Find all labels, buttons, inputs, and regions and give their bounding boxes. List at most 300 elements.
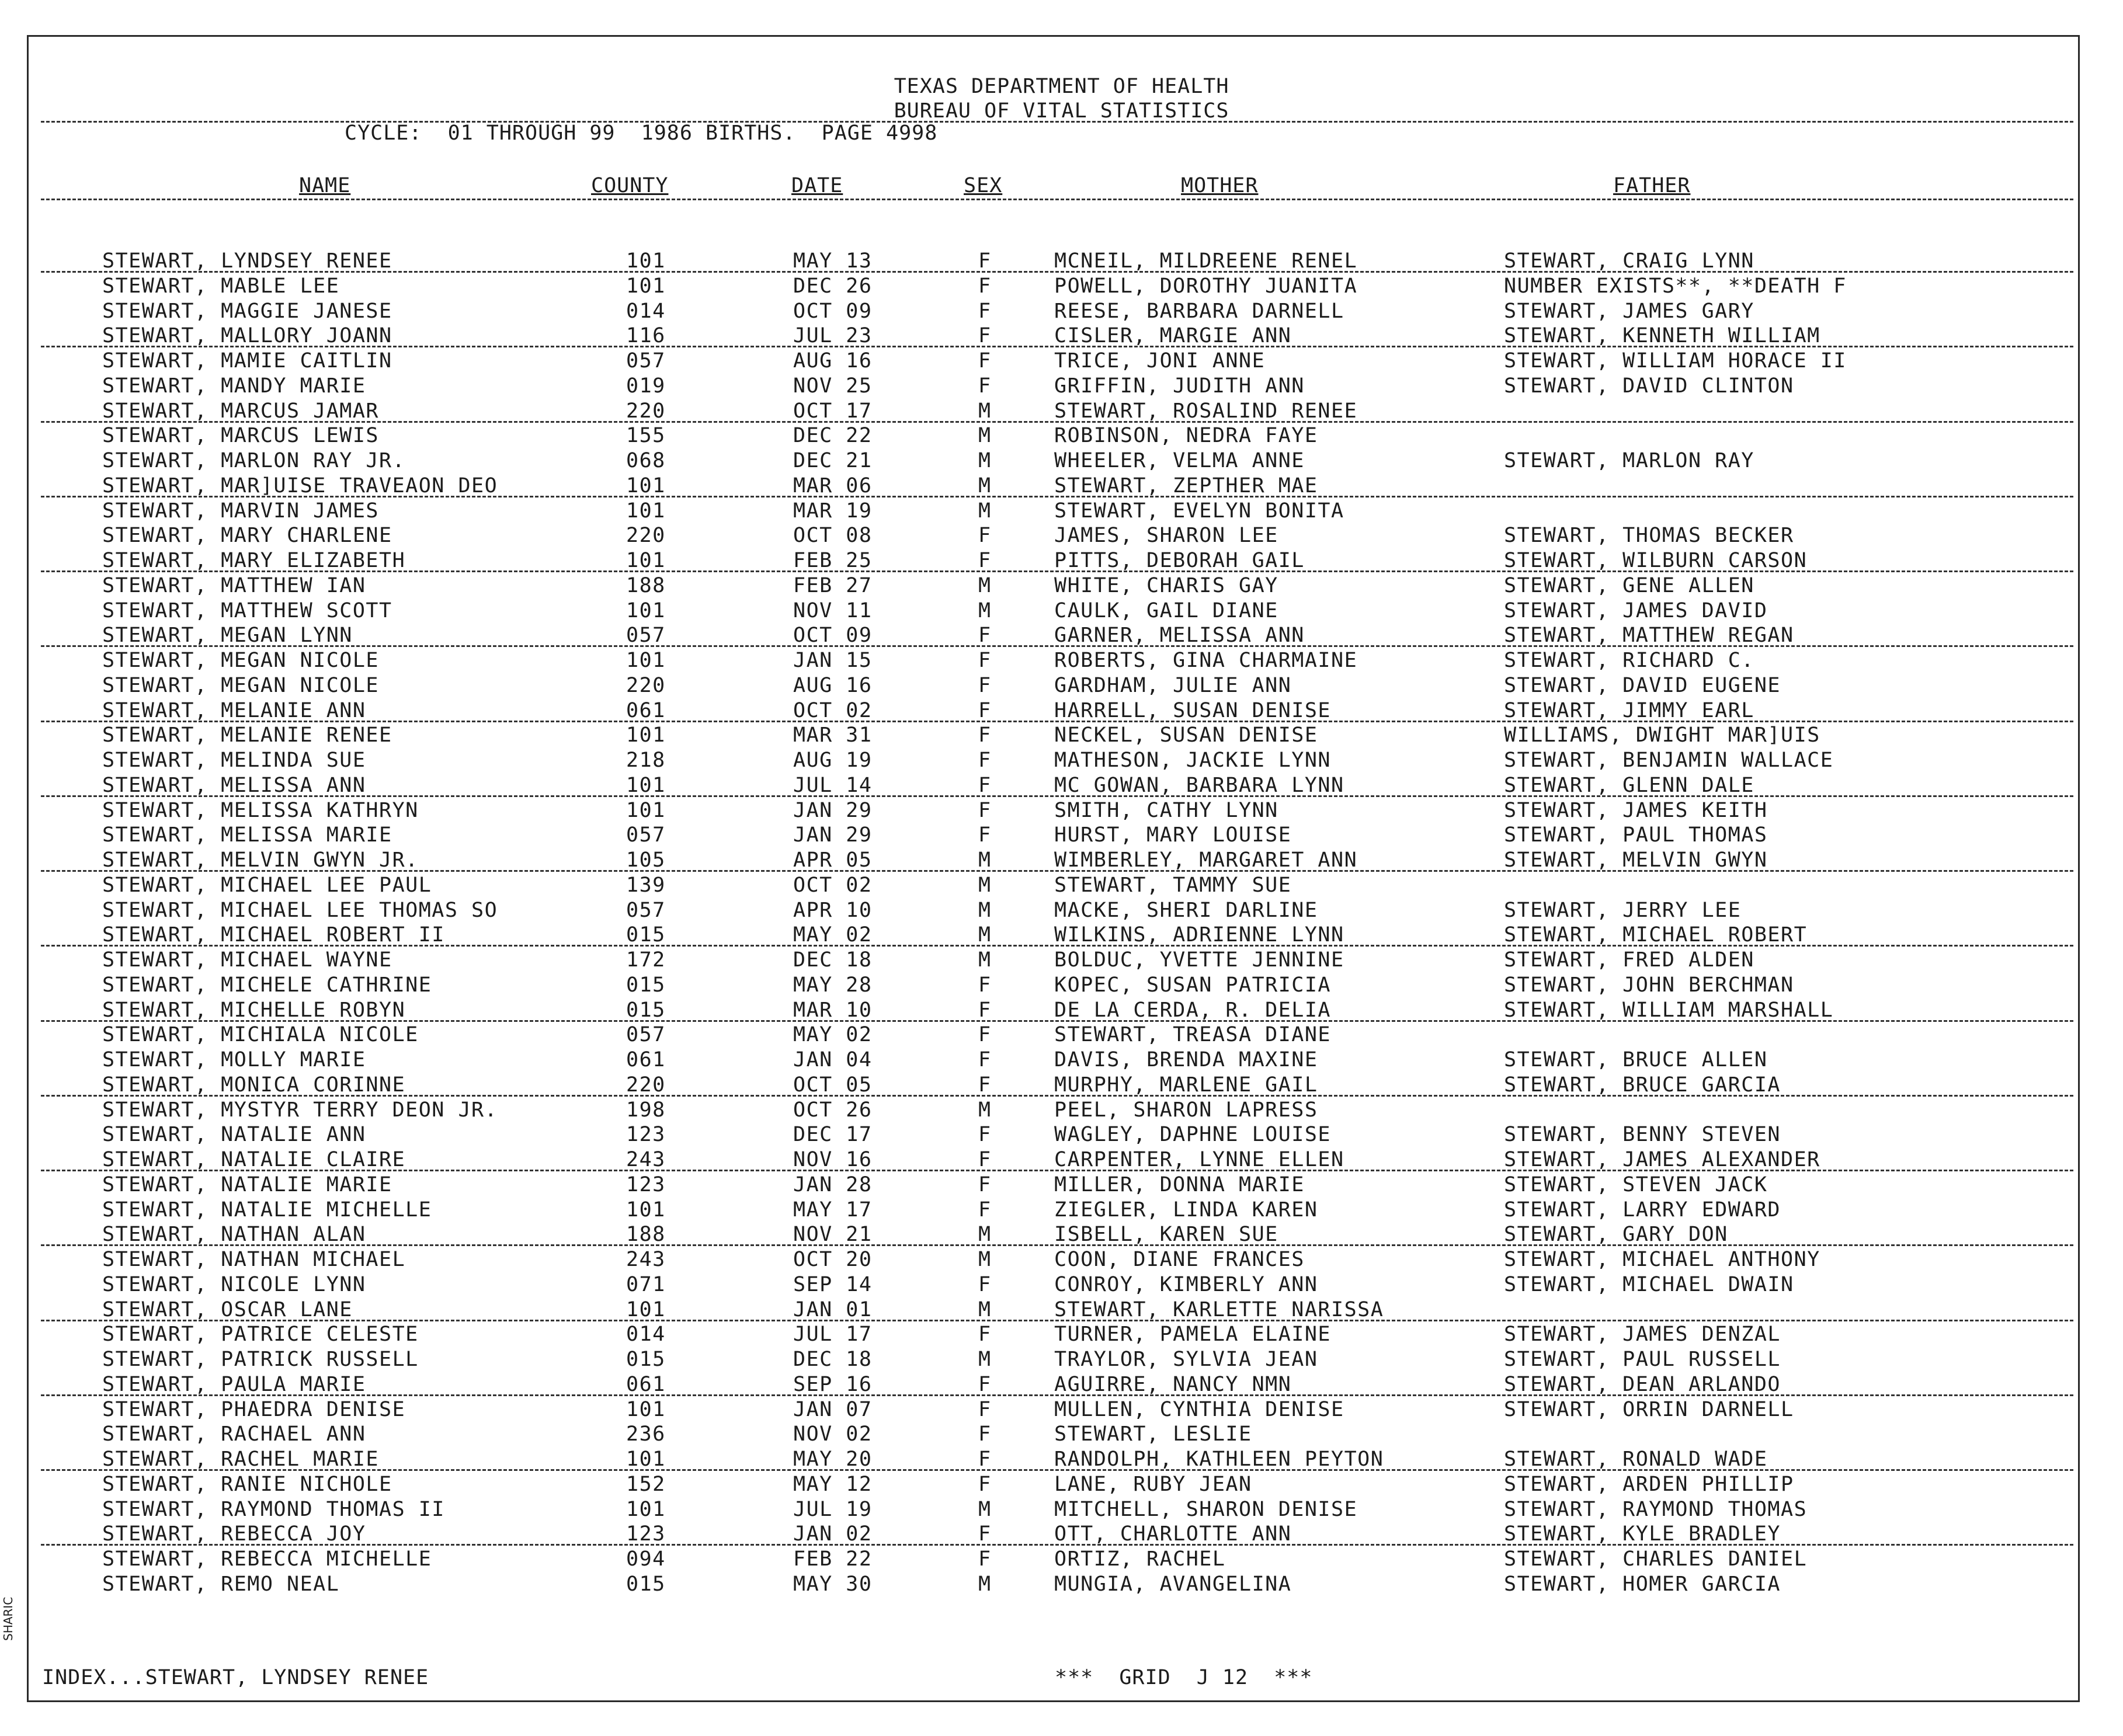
cell-county: 155 xyxy=(626,424,666,448)
cell-sex: F xyxy=(978,1123,992,1147)
cell-sex: F xyxy=(978,1422,992,1446)
cell-date: JUL 14 xyxy=(793,773,873,797)
cell-sex: F xyxy=(978,349,992,373)
cell-date: OCT 02 xyxy=(793,873,873,897)
cell-county: 101 xyxy=(626,1198,666,1222)
cell-county: 101 xyxy=(626,1497,666,1521)
cell-name: STEWART, MABLE LEE xyxy=(102,274,340,298)
cell-sex: F xyxy=(978,1148,992,1171)
cell-mother: MACKE, SHERI DARLINE xyxy=(1054,898,1318,922)
cell-name: STEWART, MYSTYR TERRY DEON JR. xyxy=(102,1098,498,1122)
cell-father: STEWART, PAUL THOMAS xyxy=(1504,823,1768,847)
cell-name: STEWART, MICHAEL LEE THOMAS SO xyxy=(102,898,498,922)
cell-sex: M xyxy=(978,1297,992,1321)
cell-date: NOV 02 xyxy=(793,1422,873,1446)
cell-name: STEWART, MELINDA SUE xyxy=(102,749,366,772)
table-row xyxy=(0,699,2123,723)
table-row xyxy=(0,1373,2123,1397)
cell-date: MAR 10 xyxy=(793,998,873,1022)
cell-mother: WHITE, CHARIS GAY xyxy=(1054,573,1278,597)
cell-father: STEWART, ORRIN DARNELL xyxy=(1504,1397,1794,1421)
cell-father: STEWART, KYLE BRADLEY xyxy=(1504,1522,1781,1546)
cell-date: OCT 02 xyxy=(793,698,873,722)
cell-name: STEWART, MICHELE CATHRINE xyxy=(102,973,432,997)
cell-sex: F xyxy=(978,1472,992,1496)
cell-mother: DE LA CERDA, R. DELIA xyxy=(1054,998,1332,1022)
cell-name: STEWART, REMO NEAL xyxy=(102,1572,340,1596)
cell-father: STEWART, LARRY EDWARD xyxy=(1504,1198,1781,1222)
table-row xyxy=(0,1323,2123,1347)
cell-mother: MCNEIL, MILDREENE RENEL xyxy=(1054,249,1358,273)
cell-sex: F xyxy=(978,723,992,747)
table-row xyxy=(0,973,2123,998)
cell-father: STEWART, FRED ALDEN xyxy=(1504,948,1754,972)
table-row xyxy=(0,249,2123,274)
table-row xyxy=(0,1198,2123,1223)
table-row xyxy=(0,899,2123,923)
cell-father: STEWART, MELVIN GWYN xyxy=(1504,848,1768,872)
column-header-name: NAME xyxy=(299,174,351,197)
department-title: TEXAS DEPARTMENT OF HEALTH xyxy=(894,75,1229,98)
cell-mother: ROBINSON, NEDRA FAYE xyxy=(1054,424,1318,448)
cell-county: 014 xyxy=(626,1323,666,1347)
cell-father: STEWART, BENJAMIN WALLACE xyxy=(1504,749,1834,772)
cell-name: STEWART, MAGGIE JANESE xyxy=(102,299,392,323)
cell-county: 236 xyxy=(626,1422,666,1446)
cell-county: 057 xyxy=(626,349,666,373)
table-row xyxy=(0,1448,2123,1472)
cell-sex: F xyxy=(978,1272,992,1296)
cell-mother: ZIEGLER, LINDA KAREN xyxy=(1054,1198,1318,1222)
cell-sex: F xyxy=(978,1173,992,1196)
cell-father: STEWART, GLENN DALE xyxy=(1504,773,1754,797)
cell-date: SEP 16 xyxy=(793,1372,873,1396)
row-group-rule xyxy=(41,1170,2073,1171)
cell-mother: KOPEC, SUSAN PATRICIA xyxy=(1054,973,1332,997)
cell-father: STEWART, HOMER GARCIA xyxy=(1504,1572,1781,1596)
cell-date: SEP 14 xyxy=(793,1272,873,1296)
cell-name: STEWART, MELISSA KATHRYN xyxy=(102,798,419,822)
cell-county: 071 xyxy=(626,1272,666,1296)
cell-county: 014 xyxy=(626,299,666,323)
cell-sex: F xyxy=(978,823,992,847)
cell-mother: TRAYLOR, SYLVIA JEAN xyxy=(1054,1348,1318,1371)
cell-sex: M xyxy=(978,474,992,498)
cell-father: STEWART, JOHN BERCHMAN xyxy=(1504,973,1794,997)
cell-date: DEC 17 xyxy=(793,1123,873,1147)
cell-name: STEWART, MELISSA ANN xyxy=(102,773,366,797)
cell-father: STEWART, MARLON RAY xyxy=(1504,449,1754,472)
cell-father: STEWART, WILBURN CARSON xyxy=(1504,549,1808,572)
table-row xyxy=(0,1348,2123,1372)
cell-county: 220 xyxy=(626,399,666,423)
row-group-rule xyxy=(41,1394,2073,1396)
cell-name: STEWART, MARY ELIZABETH xyxy=(102,549,406,572)
cell-sex: M xyxy=(978,1248,992,1271)
cell-name: STEWART, MICHIALA NICOLE xyxy=(102,1023,419,1047)
cell-father: STEWART, CRAIG LYNN xyxy=(1504,249,1754,273)
cell-father: STEWART, WILLIAM HORACE II xyxy=(1504,349,1847,373)
cell-name: STEWART, MANDY MARIE xyxy=(102,374,366,398)
cell-sex: M xyxy=(978,1348,992,1371)
cell-mother: PITTS, DEBORAH GAIL xyxy=(1054,549,1305,572)
cell-sex: M xyxy=(978,898,992,922)
table-row xyxy=(0,1023,2123,1048)
cell-sex: M xyxy=(978,399,992,423)
cell-father: STEWART, MATTHEW REGAN xyxy=(1504,624,1794,648)
cell-mother: MATHESON, JACKIE LYNN xyxy=(1054,749,1332,772)
cell-name: STEWART, RACHEL MARIE xyxy=(102,1448,380,1471)
cell-county: 101 xyxy=(626,1397,666,1421)
cell-date: DEC 26 xyxy=(793,274,873,298)
cell-county: 218 xyxy=(626,749,666,772)
cell-date: FEB 27 xyxy=(793,573,873,597)
cell-sex: M xyxy=(978,573,992,597)
cell-date: NOV 11 xyxy=(793,599,873,622)
cell-county: 057 xyxy=(626,624,666,648)
table-row xyxy=(0,424,2123,448)
cell-sex: M xyxy=(978,1572,992,1596)
cell-father: STEWART, JAMES GARY xyxy=(1504,299,1754,323)
cell-sex: F xyxy=(978,749,992,772)
cell-father: STEWART, DAVID EUGENE xyxy=(1504,673,1781,697)
cell-name: STEWART, MARLON RAY JR. xyxy=(102,449,406,472)
cell-date: NOV 16 xyxy=(793,1148,873,1171)
table-row xyxy=(0,624,2123,648)
cell-mother: OTT, CHARLOTTE ANN xyxy=(1054,1522,1292,1546)
cell-county: 015 xyxy=(626,998,666,1022)
cell-county: 068 xyxy=(626,449,666,472)
cell-county: 057 xyxy=(626,898,666,922)
cell-father: STEWART, JAMES KEITH xyxy=(1504,798,1768,822)
cell-name: STEWART, MEGAN NICOLE xyxy=(102,673,380,697)
header-rule xyxy=(41,121,2073,123)
table-row xyxy=(0,324,2123,349)
table-row xyxy=(0,1522,2123,1547)
cell-county: 015 xyxy=(626,973,666,997)
table-row xyxy=(0,1473,2123,1497)
cell-county: 123 xyxy=(626,1173,666,1196)
cell-father: STEWART, GARY DON xyxy=(1504,1223,1728,1247)
cell-mother: STEWART, LESLIE xyxy=(1054,1422,1252,1446)
table-row xyxy=(0,848,2123,873)
cell-date: FEB 25 xyxy=(793,549,873,572)
cell-father: STEWART, MICHAEL ANTHONY xyxy=(1504,1248,1820,1271)
table-row xyxy=(0,449,2123,474)
cell-sex: F xyxy=(978,673,992,697)
cell-name: STEWART, MICHELLE ROBYN xyxy=(102,998,406,1022)
cell-county: 220 xyxy=(626,524,666,548)
cell-name: STEWART, PAULA MARIE xyxy=(102,1372,366,1396)
cell-mother: WHEELER, VELMA ANNE xyxy=(1054,449,1305,472)
table-row xyxy=(0,524,2123,548)
row-group-rule xyxy=(41,945,2073,947)
table-row xyxy=(0,674,2123,698)
cell-name: STEWART, NATHAN MICHAEL xyxy=(102,1248,406,1271)
cell-mother: NECKEL, SUSAN DENISE xyxy=(1054,723,1318,747)
cell-date: MAY 17 xyxy=(793,1198,873,1222)
cell-name: STEWART, MICHAEL WAYNE xyxy=(102,948,392,972)
cell-name: STEWART, MARCUS LEWIS xyxy=(102,424,380,448)
cell-mother: GRIFFIN, JUDITH ANN xyxy=(1054,374,1305,398)
table-row xyxy=(0,374,2123,399)
cell-date: JAN 29 xyxy=(793,798,873,822)
cell-sex: F xyxy=(978,1048,992,1071)
cell-mother: STEWART, TREASA DIANE xyxy=(1054,1023,1332,1047)
cell-name: STEWART, MELANIE ANN xyxy=(102,698,366,722)
column-header-father: FATHER xyxy=(1613,174,1691,197)
cell-father: STEWART, RONALD WADE xyxy=(1504,1448,1768,1471)
cell-date: MAY 20 xyxy=(793,1448,873,1471)
row-group-rule xyxy=(41,271,2073,273)
cell-mother: JAMES, SHARON LEE xyxy=(1054,524,1278,548)
cell-mother: BOLDUC, YVETTE JENNINE xyxy=(1054,948,1344,972)
cell-date: JUL 17 xyxy=(793,1323,873,1347)
cell-name: STEWART, MARY CHARLENE xyxy=(102,524,392,548)
cell-county: 198 xyxy=(626,1098,666,1122)
table-row xyxy=(0,1273,2123,1297)
row-group-rule xyxy=(41,1544,2073,1546)
cell-county: 172 xyxy=(626,948,666,972)
cell-date: DEC 21 xyxy=(793,449,873,472)
cell-sex: M xyxy=(978,499,992,523)
cell-sex: F xyxy=(978,973,992,997)
cell-sex: F xyxy=(978,1448,992,1471)
cell-date: MAR 06 xyxy=(793,474,873,498)
cell-father: STEWART, CHARLES DANIEL xyxy=(1504,1547,1808,1571)
cell-county: 101 xyxy=(626,549,666,572)
cell-name: STEWART, NICOLE LYNN xyxy=(102,1272,366,1296)
table-row xyxy=(0,599,2123,624)
cell-sex: M xyxy=(978,848,992,872)
cell-county: 015 xyxy=(626,923,666,947)
row-group-rule xyxy=(41,645,2073,647)
cell-county: 101 xyxy=(626,773,666,797)
cell-date: JAN 02 xyxy=(793,1522,873,1546)
cell-county: 123 xyxy=(626,1522,666,1546)
cell-sex: F xyxy=(978,1323,992,1347)
cell-date: DEC 18 xyxy=(793,948,873,972)
cell-name: STEWART, MEGAN LYNN xyxy=(102,624,353,648)
cell-mother: WILKINS, ADRIENNE LYNN xyxy=(1054,923,1344,947)
cycle-line: CYCLE: 01 THROUGH 99 1986 BIRTHS. PAGE 4998 xyxy=(345,121,938,145)
cell-date: AUG 16 xyxy=(793,673,873,697)
cell-date: OCT 09 xyxy=(793,299,873,323)
cell-sex: F xyxy=(978,1073,992,1097)
cell-mother: AGUIRRE, NANCY NMN xyxy=(1054,1372,1292,1396)
table-row xyxy=(0,300,2123,324)
table-row xyxy=(0,774,2123,798)
cell-name: STEWART, NATALIE MARIE xyxy=(102,1173,392,1196)
cell-date: NOV 21 xyxy=(793,1223,873,1247)
cell-sex: F xyxy=(978,1522,992,1546)
cell-name: STEWART, NATALIE MICHELLE xyxy=(102,1198,432,1222)
cell-mother: WIMBERLEY, MARGARET ANN xyxy=(1054,848,1358,872)
cell-sex: F xyxy=(978,524,992,548)
cell-name: STEWART, PATRICE CELESTE xyxy=(102,1323,419,1347)
cell-county: 105 xyxy=(626,848,666,872)
cell-mother: PEEL, SHARON LAPRESS xyxy=(1054,1098,1318,1122)
cell-father: STEWART, WILLIAM MARSHALL xyxy=(1504,998,1834,1022)
table-row xyxy=(0,874,2123,898)
cell-county: 116 xyxy=(626,324,666,348)
table-row xyxy=(0,1547,2123,1572)
cell-county: 094 xyxy=(626,1547,666,1571)
row-group-rule xyxy=(41,1020,2073,1022)
cell-mother: TURNER, PAMELA ELAINE xyxy=(1054,1323,1332,1347)
cell-sex: F xyxy=(978,549,992,572)
cell-name: STEWART, MAR]UISE TRAVEAON DEO xyxy=(102,474,498,498)
column-header-sex: SEX xyxy=(964,174,1003,197)
cell-mother: ROBERTS, GINA CHARMAINE xyxy=(1054,649,1358,672)
cell-date: NOV 25 xyxy=(793,374,873,398)
cell-county: 220 xyxy=(626,1073,666,1097)
table-row xyxy=(0,1298,2123,1323)
table-row xyxy=(0,649,2123,673)
table-row xyxy=(0,1148,2123,1173)
bureau-title: BUREAU OF VITAL STATISTICS xyxy=(894,99,1229,123)
cell-date: AUG 16 xyxy=(793,349,873,373)
table-row xyxy=(0,1223,2123,1247)
cell-date: MAY 02 xyxy=(793,923,873,947)
cell-date: OCT 20 xyxy=(793,1248,873,1271)
table-row xyxy=(0,799,2123,823)
cell-mother: MILLER, DONNA MARIE xyxy=(1054,1173,1305,1196)
cell-father: STEWART, BRUCE ALLEN xyxy=(1504,1048,1768,1071)
cell-name: STEWART, MARCUS JAMAR xyxy=(102,399,380,423)
table-row xyxy=(0,499,2123,524)
cell-county: 243 xyxy=(626,1148,666,1171)
cell-father: STEWART, THOMAS BECKER xyxy=(1504,524,1794,548)
cell-date: FEB 22 xyxy=(793,1547,873,1571)
cell-mother: STEWART, KARLETTE NARISSA xyxy=(1054,1297,1384,1321)
cell-mother: CONROY, KIMBERLY ANN xyxy=(1054,1272,1318,1296)
table-row xyxy=(0,1422,2123,1447)
cell-county: 101 xyxy=(626,1297,666,1321)
cell-father: STEWART, STEVEN JACK xyxy=(1504,1173,1768,1196)
cell-county: 188 xyxy=(626,573,666,597)
cell-father: STEWART, PAUL RUSSELL xyxy=(1504,1348,1781,1371)
cell-date: MAR 31 xyxy=(793,723,873,747)
table-row xyxy=(0,1248,2123,1272)
cell-father: STEWART, DAVID CLINTON xyxy=(1504,374,1794,398)
cell-date: APR 05 xyxy=(793,848,873,872)
cell-mother: MC GOWAN, BARBARA LYNN xyxy=(1054,773,1344,797)
cell-name: STEWART, MELISSA MARIE xyxy=(102,823,392,847)
cell-father: STEWART, JAMES DENZAL xyxy=(1504,1323,1781,1347)
cell-county: 101 xyxy=(626,249,666,273)
cell-date: OCT 09 xyxy=(793,624,873,648)
cell-mother: STEWART, ZEPTHER MAE xyxy=(1054,474,1318,498)
cell-name: STEWART, MOLLY MARIE xyxy=(102,1048,366,1071)
cell-father: STEWART, JERRY LEE xyxy=(1504,898,1742,922)
cell-date: JAN 28 xyxy=(793,1173,873,1196)
column-header-date: DATE xyxy=(791,174,843,197)
cell-mother: TRICE, JONI ANNE xyxy=(1054,349,1266,373)
table-row xyxy=(0,923,2123,948)
cell-name: STEWART, RACHAEL ANN xyxy=(102,1422,366,1446)
cell-county: 061 xyxy=(626,698,666,722)
cell-county: 101 xyxy=(626,499,666,523)
cell-name: STEWART, MICHAEL ROBERT II xyxy=(102,923,445,947)
table-row xyxy=(0,948,2123,973)
cell-mother: LANE, RUBY JEAN xyxy=(1054,1472,1252,1496)
cell-name: STEWART, MELVIN GWYN JR. xyxy=(102,848,419,872)
cell-father: STEWART, ARDEN PHILLIP xyxy=(1504,1472,1794,1496)
cell-father: STEWART, MICHAEL DWAIN xyxy=(1504,1272,1794,1296)
cell-county: 101 xyxy=(626,723,666,747)
cell-county: 015 xyxy=(626,1348,666,1371)
cell-county: 220 xyxy=(626,673,666,697)
cell-name: STEWART, MICHAEL LEE PAUL xyxy=(102,873,432,897)
table-row xyxy=(0,1123,2123,1147)
cell-county: 057 xyxy=(626,1023,666,1047)
cell-father: STEWART, BENNY STEVEN xyxy=(1504,1123,1781,1147)
table-row xyxy=(0,1173,2123,1198)
cell-sex: F xyxy=(978,1023,992,1047)
cell-county: 061 xyxy=(626,1372,666,1396)
cell-sex: F xyxy=(978,624,992,648)
cell-county: 101 xyxy=(626,474,666,498)
cell-sex: F xyxy=(978,998,992,1022)
row-group-rule xyxy=(41,870,2073,872)
cell-name: STEWART, PATRICK RUSSELL xyxy=(102,1348,419,1371)
row-group-rule xyxy=(41,570,2073,572)
cell-date: MAR 19 xyxy=(793,499,873,523)
cell-name: STEWART, OSCAR LANE xyxy=(102,1297,353,1321)
cell-mother: ISBELL, KAREN SUE xyxy=(1054,1223,1278,1247)
row-group-rule xyxy=(41,1320,2073,1321)
cell-mother: MULLEN, CYNTHIA DENISE xyxy=(1054,1397,1344,1421)
cell-sex: F xyxy=(978,249,992,273)
cell-date: APR 10 xyxy=(793,898,873,922)
cell-name: STEWART, PHAEDRA DENISE xyxy=(102,1397,406,1421)
cell-mother: CISLER, MARGIE ANN xyxy=(1054,324,1292,348)
cell-name: STEWART, MATTHEW SCOTT xyxy=(102,599,392,622)
cell-mother: RANDOLPH, KATHLEEN PEYTON xyxy=(1054,1448,1384,1471)
cell-date: JAN 15 xyxy=(793,649,873,672)
cell-sex: F xyxy=(978,649,992,672)
cell-county: 015 xyxy=(626,1572,666,1596)
cell-mother: STEWART, TAMMY SUE xyxy=(1054,873,1292,897)
cell-father: STEWART, RICHARD C. xyxy=(1504,649,1754,672)
cell-name: STEWART, REBECCA JOY xyxy=(102,1522,366,1546)
cell-father: STEWART, MICHAEL ROBERT xyxy=(1504,923,1808,947)
row-group-rule xyxy=(41,346,2073,347)
table-row xyxy=(0,823,2123,848)
column-header-mother: MOTHER xyxy=(1181,174,1259,197)
cell-date: OCT 26 xyxy=(793,1098,873,1122)
column-header-rule xyxy=(41,199,2073,200)
cell-mother: COON, DIANE FRANCES xyxy=(1054,1248,1305,1271)
cell-mother: HARRELL, SUSAN DENISE xyxy=(1054,698,1332,722)
cell-mother: MUNGIA, AVANGELINA xyxy=(1054,1572,1292,1596)
cell-date: MAY 02 xyxy=(793,1023,873,1047)
cell-sex: M xyxy=(978,424,992,448)
cell-name: STEWART, RAYMOND THOMAS II xyxy=(102,1497,445,1521)
cell-date: AUG 19 xyxy=(793,749,873,772)
cell-sex: F xyxy=(978,324,992,348)
cell-mother: HURST, MARY LOUISE xyxy=(1054,823,1292,847)
row-group-rule xyxy=(41,795,2073,797)
table-row xyxy=(0,1073,2123,1098)
row-group-rule xyxy=(41,496,2073,498)
cell-sex: F xyxy=(978,374,992,398)
cell-date: DEC 22 xyxy=(793,424,873,448)
cell-sex: M xyxy=(978,1497,992,1521)
cell-name: STEWART, REBECCA MICHELLE xyxy=(102,1547,432,1571)
cell-mother: MITCHELL, SHARON DENISE xyxy=(1054,1497,1358,1521)
